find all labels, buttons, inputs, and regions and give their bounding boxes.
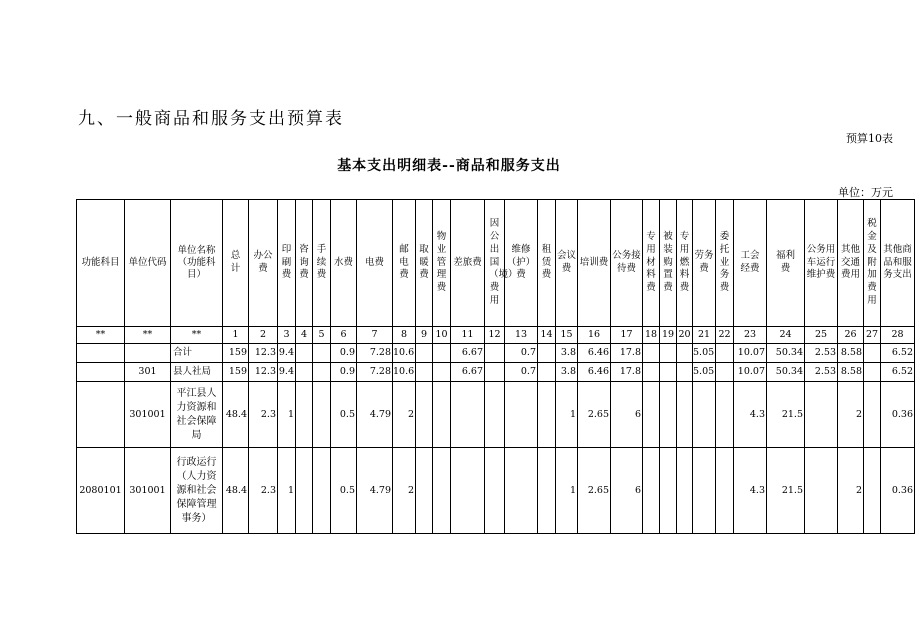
table-cell: 6.52 bbox=[881, 344, 915, 363]
index-cell: 28 bbox=[881, 327, 915, 344]
header-cell: 公务用车运行维护费 bbox=[805, 200, 838, 327]
header-cell: 邮电费 bbox=[393, 200, 416, 327]
table-cell: 0.7 bbox=[505, 344, 538, 363]
header-cell: 差旅费 bbox=[451, 200, 485, 327]
table-cell: 1 bbox=[278, 382, 296, 448]
main-title: 基本支出明细表--商品和服务支出 bbox=[337, 158, 561, 174]
index-cell: 7 bbox=[357, 327, 393, 344]
table-cell: 0.7 bbox=[505, 363, 538, 382]
table-cell: 10.6 bbox=[393, 363, 416, 382]
header-cell: 物业管理费 bbox=[433, 200, 451, 327]
header-cell: 咨询费 bbox=[296, 200, 313, 327]
table-cell: 9.4 bbox=[278, 344, 296, 363]
table-cell bbox=[313, 363, 331, 382]
table-cell: 2.53 bbox=[805, 363, 838, 382]
header-cell: 办公费 bbox=[249, 200, 278, 327]
table-cell bbox=[538, 344, 556, 363]
table-cell: 21.5 bbox=[767, 448, 805, 534]
table-cell: 3.8 bbox=[556, 344, 578, 363]
index-cell: 23 bbox=[734, 327, 767, 344]
table-cell: 12.3 bbox=[249, 344, 278, 363]
table-cell bbox=[716, 382, 734, 448]
table-cell bbox=[677, 344, 693, 363]
table-row bbox=[77, 344, 915, 363]
table-cell bbox=[716, 448, 734, 534]
header-cell: 水费 bbox=[331, 200, 357, 327]
table-cell: 12.3 bbox=[249, 363, 278, 382]
table-cell: 50.34 bbox=[767, 344, 805, 363]
table-cell: 159 bbox=[223, 344, 249, 363]
table-cell: 2.3 bbox=[249, 382, 278, 448]
index-cell: ** bbox=[171, 327, 223, 344]
table-cell: 8.58 bbox=[838, 344, 864, 363]
header-cell: 被装购置费 bbox=[660, 200, 677, 327]
table-cell: 0.5 bbox=[331, 448, 357, 534]
header-cell: 租赁费 bbox=[538, 200, 556, 327]
index-cell: 21 bbox=[693, 327, 716, 344]
table-cell: 10.07 bbox=[734, 363, 767, 382]
table-cell bbox=[451, 382, 485, 448]
table-cell bbox=[660, 448, 677, 534]
table-cell: 6.46 bbox=[578, 344, 611, 363]
table-cell: 2.65 bbox=[578, 382, 611, 448]
table-cell: 0.36 bbox=[881, 448, 915, 534]
table-cell bbox=[864, 344, 881, 363]
table-cell bbox=[296, 448, 313, 534]
header-cell: 工会经费 bbox=[734, 200, 767, 327]
table-cell: 10.07 bbox=[734, 344, 767, 363]
table-cell: 2080101 bbox=[77, 448, 125, 534]
table-cell: 2.65 bbox=[578, 448, 611, 534]
table-cell: 301001 bbox=[125, 448, 171, 534]
section-title: 九、一般商品和服务支出预算表 bbox=[78, 109, 344, 129]
table-cell bbox=[296, 344, 313, 363]
table-cell bbox=[805, 448, 838, 534]
index-cell: ** bbox=[77, 327, 125, 344]
table-cell bbox=[505, 448, 538, 534]
table-cell bbox=[485, 344, 505, 363]
table-cell bbox=[538, 363, 556, 382]
table-cell bbox=[864, 382, 881, 448]
table-cell bbox=[538, 448, 556, 534]
table-cell bbox=[660, 363, 677, 382]
header-cell: 单位名称（功能科目） bbox=[171, 200, 223, 327]
header-cell: 因公出国（境）费用 bbox=[485, 200, 505, 327]
header-cell: 福利费 bbox=[767, 200, 805, 327]
header-cell: 手续费 bbox=[313, 200, 331, 327]
table-cell: 行政运行（人力资源和社会保障管理事务） bbox=[171, 448, 223, 534]
table-cell: 21.5 bbox=[767, 382, 805, 448]
header-cell: 委托业务费 bbox=[716, 200, 734, 327]
table-cell: 6 bbox=[611, 448, 643, 534]
index-cell: 20 bbox=[677, 327, 693, 344]
table-cell bbox=[433, 363, 451, 382]
table-cell: 10.6 bbox=[393, 344, 416, 363]
table-cell bbox=[416, 448, 433, 534]
table-cell: 7.28 bbox=[357, 344, 393, 363]
header-cell: 印刷费 bbox=[278, 200, 296, 327]
table-cell bbox=[485, 363, 505, 382]
table-cell bbox=[693, 448, 716, 534]
index-cell: 2 bbox=[249, 327, 278, 344]
index-cell: 12 bbox=[485, 327, 505, 344]
table-cell bbox=[660, 344, 677, 363]
table-cell: 平江县人力资源和社会保障局 bbox=[171, 382, 223, 448]
table-cell bbox=[643, 382, 660, 448]
table-cell: 6 bbox=[611, 382, 643, 448]
index-cell: 11 bbox=[451, 327, 485, 344]
index-cell: 8 bbox=[393, 327, 416, 344]
index-cell: 1 bbox=[223, 327, 249, 344]
table-cell bbox=[433, 344, 451, 363]
header-cell: 取暖费 bbox=[416, 200, 433, 327]
index-cell: 17 bbox=[611, 327, 643, 344]
index-cell: 25 bbox=[805, 327, 838, 344]
index-cell: 14 bbox=[538, 327, 556, 344]
table-cell: 301 bbox=[125, 363, 171, 382]
table-cell bbox=[677, 363, 693, 382]
table-cell bbox=[643, 344, 660, 363]
header-cell: 劳务费 bbox=[693, 200, 716, 327]
index-cell: 24 bbox=[767, 327, 805, 344]
header-cell: 维修（护）费 bbox=[505, 200, 538, 327]
table-cell: 1 bbox=[556, 448, 578, 534]
table-cell: 17.8 bbox=[611, 344, 643, 363]
table-cell bbox=[296, 363, 313, 382]
table-cell: 159 bbox=[223, 363, 249, 382]
header-cell: 电费 bbox=[357, 200, 393, 327]
table-row bbox=[77, 382, 915, 448]
table-cell bbox=[313, 344, 331, 363]
table-cell: 2.53 bbox=[805, 344, 838, 363]
table-cell: 2 bbox=[393, 382, 416, 448]
table-cell bbox=[864, 363, 881, 382]
table-cell bbox=[77, 382, 125, 448]
table-cell bbox=[296, 382, 313, 448]
table-cell: 3.8 bbox=[556, 363, 578, 382]
table-cell: 6.46 bbox=[578, 363, 611, 382]
index-cell: 18 bbox=[643, 327, 660, 344]
table-cell bbox=[716, 344, 734, 363]
index-cell: 27 bbox=[864, 327, 881, 344]
table-cell: 17.8 bbox=[611, 363, 643, 382]
table-cell: 县人社局 bbox=[171, 363, 223, 382]
index-cell: 16 bbox=[578, 327, 611, 344]
table-cell: 6.67 bbox=[451, 344, 485, 363]
table-cell: 2 bbox=[393, 448, 416, 534]
table-cell: 5.05 bbox=[693, 344, 716, 363]
table-cell bbox=[643, 448, 660, 534]
table-cell: 7.28 bbox=[357, 363, 393, 382]
table-cell: 6.67 bbox=[451, 363, 485, 382]
table-cell: 2 bbox=[838, 448, 864, 534]
table-cell bbox=[433, 448, 451, 534]
header-cell: 其他交通费用 bbox=[838, 200, 864, 327]
table-number: 预算10表 bbox=[846, 132, 893, 145]
table-cell: 5.05 bbox=[693, 363, 716, 382]
table-cell bbox=[433, 382, 451, 448]
index-cell: ** bbox=[125, 327, 171, 344]
header-cell: 专用燃料费 bbox=[677, 200, 693, 327]
table-cell: 8.58 bbox=[838, 363, 864, 382]
table-cell: 4.3 bbox=[734, 448, 767, 534]
table-cell bbox=[313, 382, 331, 448]
index-cell: 9 bbox=[416, 327, 433, 344]
table-cell bbox=[660, 382, 677, 448]
header-cell: 税金及附加费用 bbox=[864, 200, 881, 327]
table-cell bbox=[416, 344, 433, 363]
table-cell bbox=[693, 382, 716, 448]
expense-table bbox=[76, 199, 915, 534]
table-cell: 0.9 bbox=[331, 344, 357, 363]
table-cell: 0.9 bbox=[331, 363, 357, 382]
index-cell: 26 bbox=[838, 327, 864, 344]
index-cell: 4 bbox=[296, 327, 313, 344]
table-cell bbox=[643, 363, 660, 382]
table-cell bbox=[677, 448, 693, 534]
table-cell: 48.4 bbox=[223, 382, 249, 448]
table-cell: 1 bbox=[278, 448, 296, 534]
index-cell: 5 bbox=[313, 327, 331, 344]
index-cell: 19 bbox=[660, 327, 677, 344]
header-cell: 单位代码 bbox=[125, 200, 171, 327]
index-cell: 3 bbox=[278, 327, 296, 344]
table-cell: 合计 bbox=[171, 344, 223, 363]
table-cell: 4.79 bbox=[357, 382, 393, 448]
header-cell: 培训费 bbox=[578, 200, 611, 327]
table-cell bbox=[864, 448, 881, 534]
index-cell: 13 bbox=[505, 327, 538, 344]
table-cell bbox=[451, 448, 485, 534]
table-cell: 4.79 bbox=[357, 448, 393, 534]
table-cell: 4.3 bbox=[734, 382, 767, 448]
index-cell: 6 bbox=[331, 327, 357, 344]
header-cell: 其他商品和服务支出 bbox=[881, 200, 915, 327]
table-cell: 50.34 bbox=[767, 363, 805, 382]
header-cell: 专用材料费 bbox=[643, 200, 660, 327]
table-row bbox=[77, 363, 915, 382]
table-cell: 0.36 bbox=[881, 382, 915, 448]
index-cell: 10 bbox=[433, 327, 451, 344]
header-row bbox=[77, 200, 915, 327]
header-cell: 总计 bbox=[223, 200, 249, 327]
table-cell bbox=[485, 448, 505, 534]
table-cell bbox=[416, 363, 433, 382]
index-cell: 22 bbox=[716, 327, 734, 344]
header-cell: 会议费 bbox=[556, 200, 578, 327]
table-cell bbox=[416, 382, 433, 448]
table-cell bbox=[716, 363, 734, 382]
table-cell bbox=[805, 382, 838, 448]
header-cell: 功能科目 bbox=[77, 200, 125, 327]
table-cell bbox=[485, 382, 505, 448]
index-row bbox=[77, 327, 915, 344]
table-cell bbox=[77, 344, 125, 363]
table-cell: 301001 bbox=[125, 382, 171, 448]
table-cell: 48.4 bbox=[223, 448, 249, 534]
table-cell bbox=[505, 382, 538, 448]
table-cell bbox=[538, 382, 556, 448]
table-cell: 2.3 bbox=[249, 448, 278, 534]
table-cell bbox=[125, 344, 171, 363]
table-cell: 0.5 bbox=[331, 382, 357, 448]
header-cell: 公务接待费 bbox=[611, 200, 643, 327]
table-row bbox=[77, 448, 915, 534]
table-cell: 2 bbox=[838, 382, 864, 448]
table-cell: 1 bbox=[556, 382, 578, 448]
table-cell bbox=[677, 382, 693, 448]
table-cell: 9.4 bbox=[278, 363, 296, 382]
table-cell bbox=[77, 363, 125, 382]
table-cell bbox=[313, 448, 331, 534]
unit-label: 单位：万元 bbox=[838, 186, 893, 199]
table-cell: 6.52 bbox=[881, 363, 915, 382]
index-cell: 15 bbox=[556, 327, 578, 344]
